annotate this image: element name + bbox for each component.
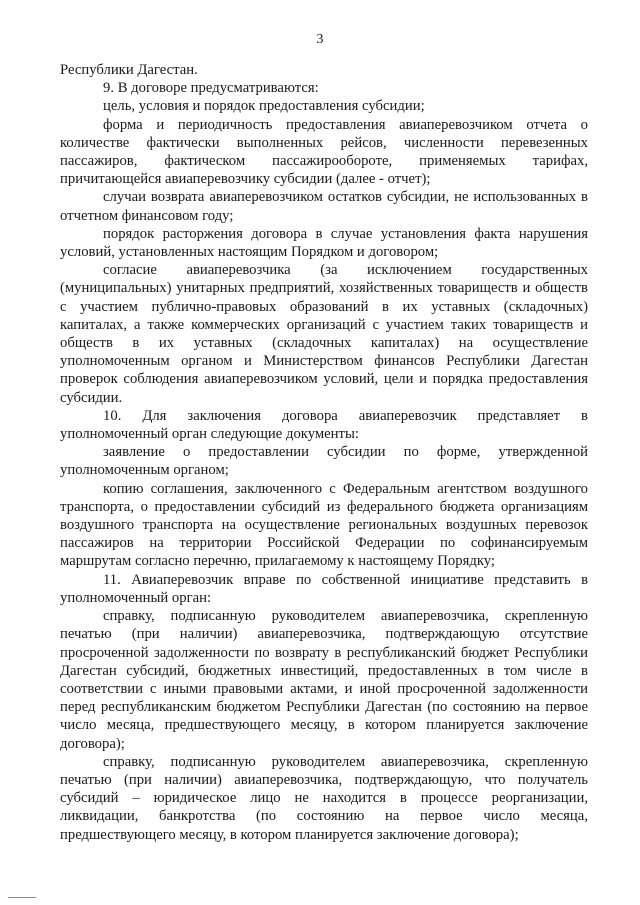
clause-10-item-application: заявление о предоставлении субсидии по форме, утвержденной уполномоченным органом; <box>60 444 588 479</box>
clause-9-item-refund: случаи возврата авиаперевозчиком остатков субсидии, не использованных в отчетном финансовом году; <box>60 189 588 224</box>
clause-9-item-termination: порядок расторжения договора в случае установления факта нарушения условий, установленных настоящим Порядком и договором; <box>60 225 588 261</box>
scan-edge-mark <box>8 897 36 898</box>
clause-11-heading: 11. Авиаперевозчик вправе по собственной инициативе представить в уполномоченный орган: <box>60 571 588 606</box>
clause-10-item-agreement: копию соглашения, заключенного с Федеральным агентством воздушного транспорта, о предоставлении субсидий из федерального бюджета организациям воздушного транспорта на осуществление региональных воздушных перевозок пассажиров на территории Российской Федерации по софинансируемым маршрутам согласно перечню, прилагаемому к настоящему Порядку; <box>60 480 588 570</box>
clause-10-heading: 10. Для заключения договора авиаперевозчик представляет в уполномоченный орган следующие документы: <box>60 407 588 443</box>
page-number: 3 <box>316 32 324 47</box>
clause-9-item-goal: цель, условия и порядок предоставления субсидии; <box>103 98 425 115</box>
clause-9-heading: 9. В договоре предусматриваются: <box>103 80 319 97</box>
clause-11-item-no-debt: справку, подписанную руководителем авиаперевозчика, скрепленную печатью (при наличии) авиаперевозчика, подтверждающую отсутствие просроченной задолженности по возврату в республиканский бюджет Республики Дагестан субсидий, бюджетных инвестиций, предоставленных в том числе в соответствии с иными правовыми актами, и иной просроченной задолженности перед республиканским бюджетом Республики Дагестан (по состоянию на первое число месяца, предшествующего месяцу, в котором планируется заключение договора); <box>60 608 588 752</box>
document-body <box>60 61 588 844</box>
paragraph-continuation: Республики Дагестан. <box>60 62 198 78</box>
clause-9-item-consent: согласие авиаперевозчика (за исключением государственных (муниципальных) унитарных предприятий, хозяйственных товариществ и обществ с участием публично-правовых образований в их уставных (складочных) капиталах, а также коммерческих организаций с участием таких товариществ и обществ в их уставных (складочных капиталах) на осуществление уполномоченным органом и Министерством финансов Республики Дагестан проверок соблюдения авиаперевозчиком условий, цели и порядка предоставления субсидии. <box>60 262 588 406</box>
clause-9-item-report: форма и периодичность предоставления авиаперевозчиком отчета о количестве фактически выполненных рейсов, численности перевезенных пассажиров, фактическом пассажирообороте, применяемых тарифах, причитающейся авиаперевозчику субсидии (далее - отчет); <box>60 116 588 188</box>
clause-11-item-no-reorganization: справку, подписанную руководителем авиаперевозчика, скрепленную печатью (при наличии) авиаперевозчика, подтверждающую, что получатель субсидий – юридическое лицо не находится в процессе реорганизации, ликвидации, банкротства (по состоянию на первое число месяца, предшествующего месяцу, в котором планируется заключение договора); <box>60 753 588 843</box>
